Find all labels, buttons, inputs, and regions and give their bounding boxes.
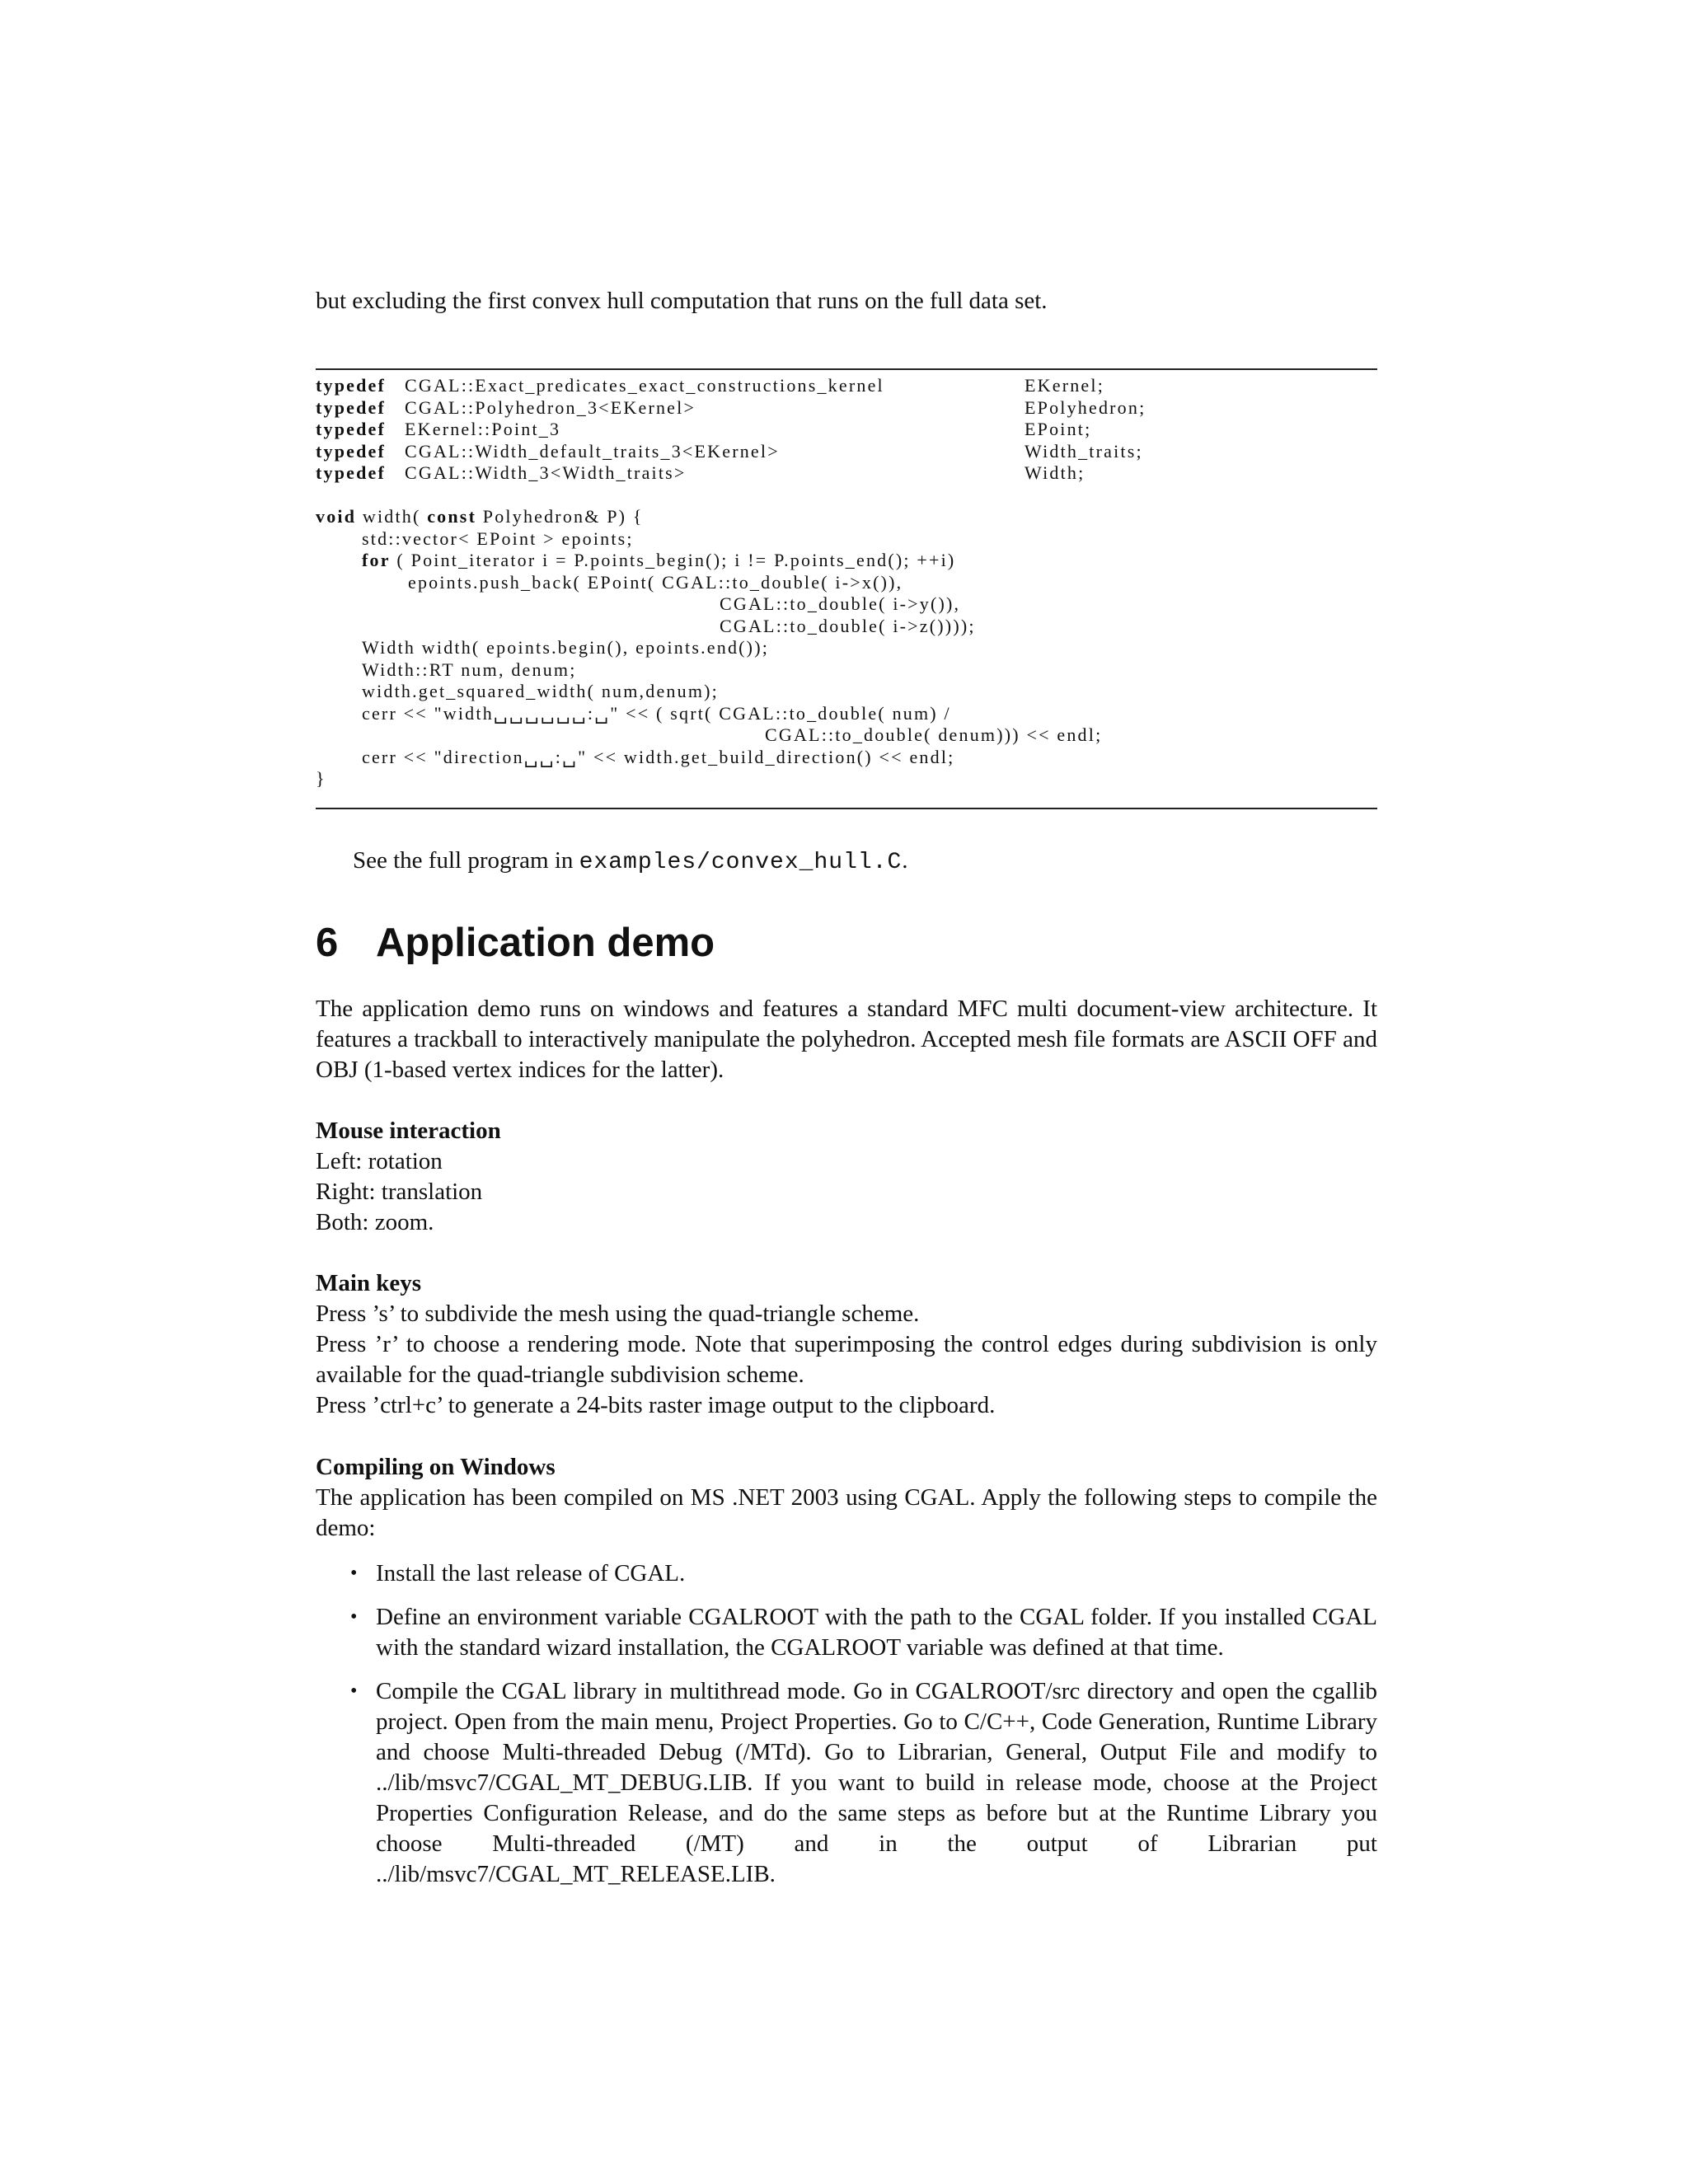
- code-line-typedef-2: typedef CGAL::Polyhedron_3<EKernel> EPolyhedron;: [316, 396, 1146, 418]
- code-line-cerr-width-cont: CGAL::to_double( denum))) << endl;: [765, 724, 1103, 745]
- code-line-typedef-4: typedef CGAL::Width_default_traits_3<EKernel> Width_traits;: [316, 440, 1143, 462]
- program-path: examples/convex_hull.C: [579, 850, 903, 875]
- code-bottom-rule: [316, 808, 1377, 809]
- code-line-vector: std::vector< EPoint > epoints;: [362, 527, 634, 549]
- code-line-for: for ( Point_iterator i = P.points_begin(); i != P.points_end(); ++i): [362, 550, 956, 570]
- bullet-icon: •: [350, 1563, 358, 1584]
- code-line-close-brace: }: [316, 768, 326, 789]
- code-line-push-back: epoints.push_back( EPoint( CGAL::to_double( i->x()),: [408, 571, 903, 593]
- code-line-squared-width: width.get_squared_width( num,denum);: [362, 681, 719, 701]
- compiling-block: [316, 1452, 1377, 1544]
- code-line-typedef-3: typedef EKernel::Point_3 EPoint;: [316, 419, 1092, 439]
- bullet-icon: •: [350, 1606, 358, 1628]
- compiling-intro: The application has been compiled on MS .NET 2003 using CGAL. Apply the following steps to compile the demo:: [316, 1484, 1377, 1541]
- mouse-line-right: Right: translation: [316, 1179, 483, 1205]
- compiling-heading: Compiling on Windows: [316, 1454, 556, 1480]
- code-line-typedef-1: typedef CGAL::Exact_predicates_exact_constructions_kernel EKernel;: [316, 375, 1105, 396]
- section-number: 6: [316, 921, 339, 965]
- list-item: • Install the last release of CGAL.: [316, 1558, 1377, 1589]
- list-item: • Compile the CGAL library in multithread mode. Go in CGALROOT/src directory and open the cgallib project. Open from the main menu, Project Properties. Go to C/C++, Code Generation, Runtime Library and choose Multi-threaded Debug (/MTd). Go to Librarian, General, Output File and modify to ../lib/msvc7/CGAL_MT_DEBUG.LIB. If you want to build in release mode, choose at the Project Properties Configuration Release, and do the same steps as before but at the Runtime Library you choose Multi-threaded (/MT) and in the output of Librarian put ../lib/msvc7/CGAL_MT_RELEASE.LIB.: [350, 1678, 1377, 1887]
- keys-line-ctrl-c: Press ’ctrl+c’ to generate a 24-bits raster image output to the clipboard.: [316, 1392, 996, 1418]
- keys-line-s: Press ’s’ to subdivide the mesh using the quad-triangle scheme.: [316, 1301, 920, 1327]
- section-heading: [316, 918, 715, 968]
- code-line-push-y: CGAL::to_double( i->y()),: [720, 593, 961, 614]
- code-line-cerr-width: cerr << "width␣␣␣␣␣␣:␣" << ( sqrt( CGAL::to_double( num) /: [362, 702, 951, 724]
- code-line-push-z: CGAL::to_double( i->z())));: [720, 615, 976, 636]
- mouse-line-left: Left: rotation: [316, 1148, 443, 1174]
- main-keys-block: [316, 1268, 1377, 1421]
- code-blank-line: [316, 485, 1377, 507]
- code-listing: [316, 375, 1377, 790]
- code-line-typedef-5: typedef CGAL::Width_3<Width_traits> Width;: [316, 462, 1085, 483]
- bullet-icon: •: [350, 1680, 358, 1702]
- section-intro-paragraph: The application demo runs on windows and features a standard MFC multi document-view architecture. It features a trackball to interactively manipulate the polyhedron. Accepted mesh file formats are ASCII OFF and OBJ (1-based vertex indices for the latter).: [316, 996, 1377, 1083]
- mouse-line-both: Both: zoom.: [316, 1209, 434, 1235]
- compile-steps-list: [316, 1558, 1377, 1903]
- see-full-program: See the full program in examples/convex_hull.C.: [353, 847, 908, 875]
- mouse-heading: Mouse interaction: [316, 1118, 501, 1144]
- code-line-width-construct: Width width( epoints.begin(), epoints.end());: [362, 637, 770, 658]
- code-line-function-signature: void width( const Polyhedron& P) {: [316, 506, 644, 527]
- mouse-interaction-block: [316, 1116, 1377, 1238]
- intro-paragraph: but excluding the first convex hull computation that runs on the full data set.: [316, 288, 1048, 314]
- code-line-rt: Width::RT num, denum;: [362, 658, 577, 680]
- code-top-rule: [316, 368, 1377, 370]
- list-item: • Define an environment variable CGALROOT with the path to the CGAL folder. If you installed CGAL with the standard wizard installation, the CGALROOT variable was defined at that time.: [350, 1604, 1377, 1661]
- keys-heading: Main keys: [316, 1270, 422, 1296]
- keys-line-r: Press ’r’ to choose a rendering mode. Note that superimposing the control edges during subdivision is only available for the quad-triangle subdivision scheme.: [316, 1331, 1377, 1388]
- section-title: Application demo: [376, 921, 715, 965]
- code-line-cerr-direction: cerr << "direction␣␣:␣" << width.get_build_direction() << endl;: [362, 746, 955, 767]
